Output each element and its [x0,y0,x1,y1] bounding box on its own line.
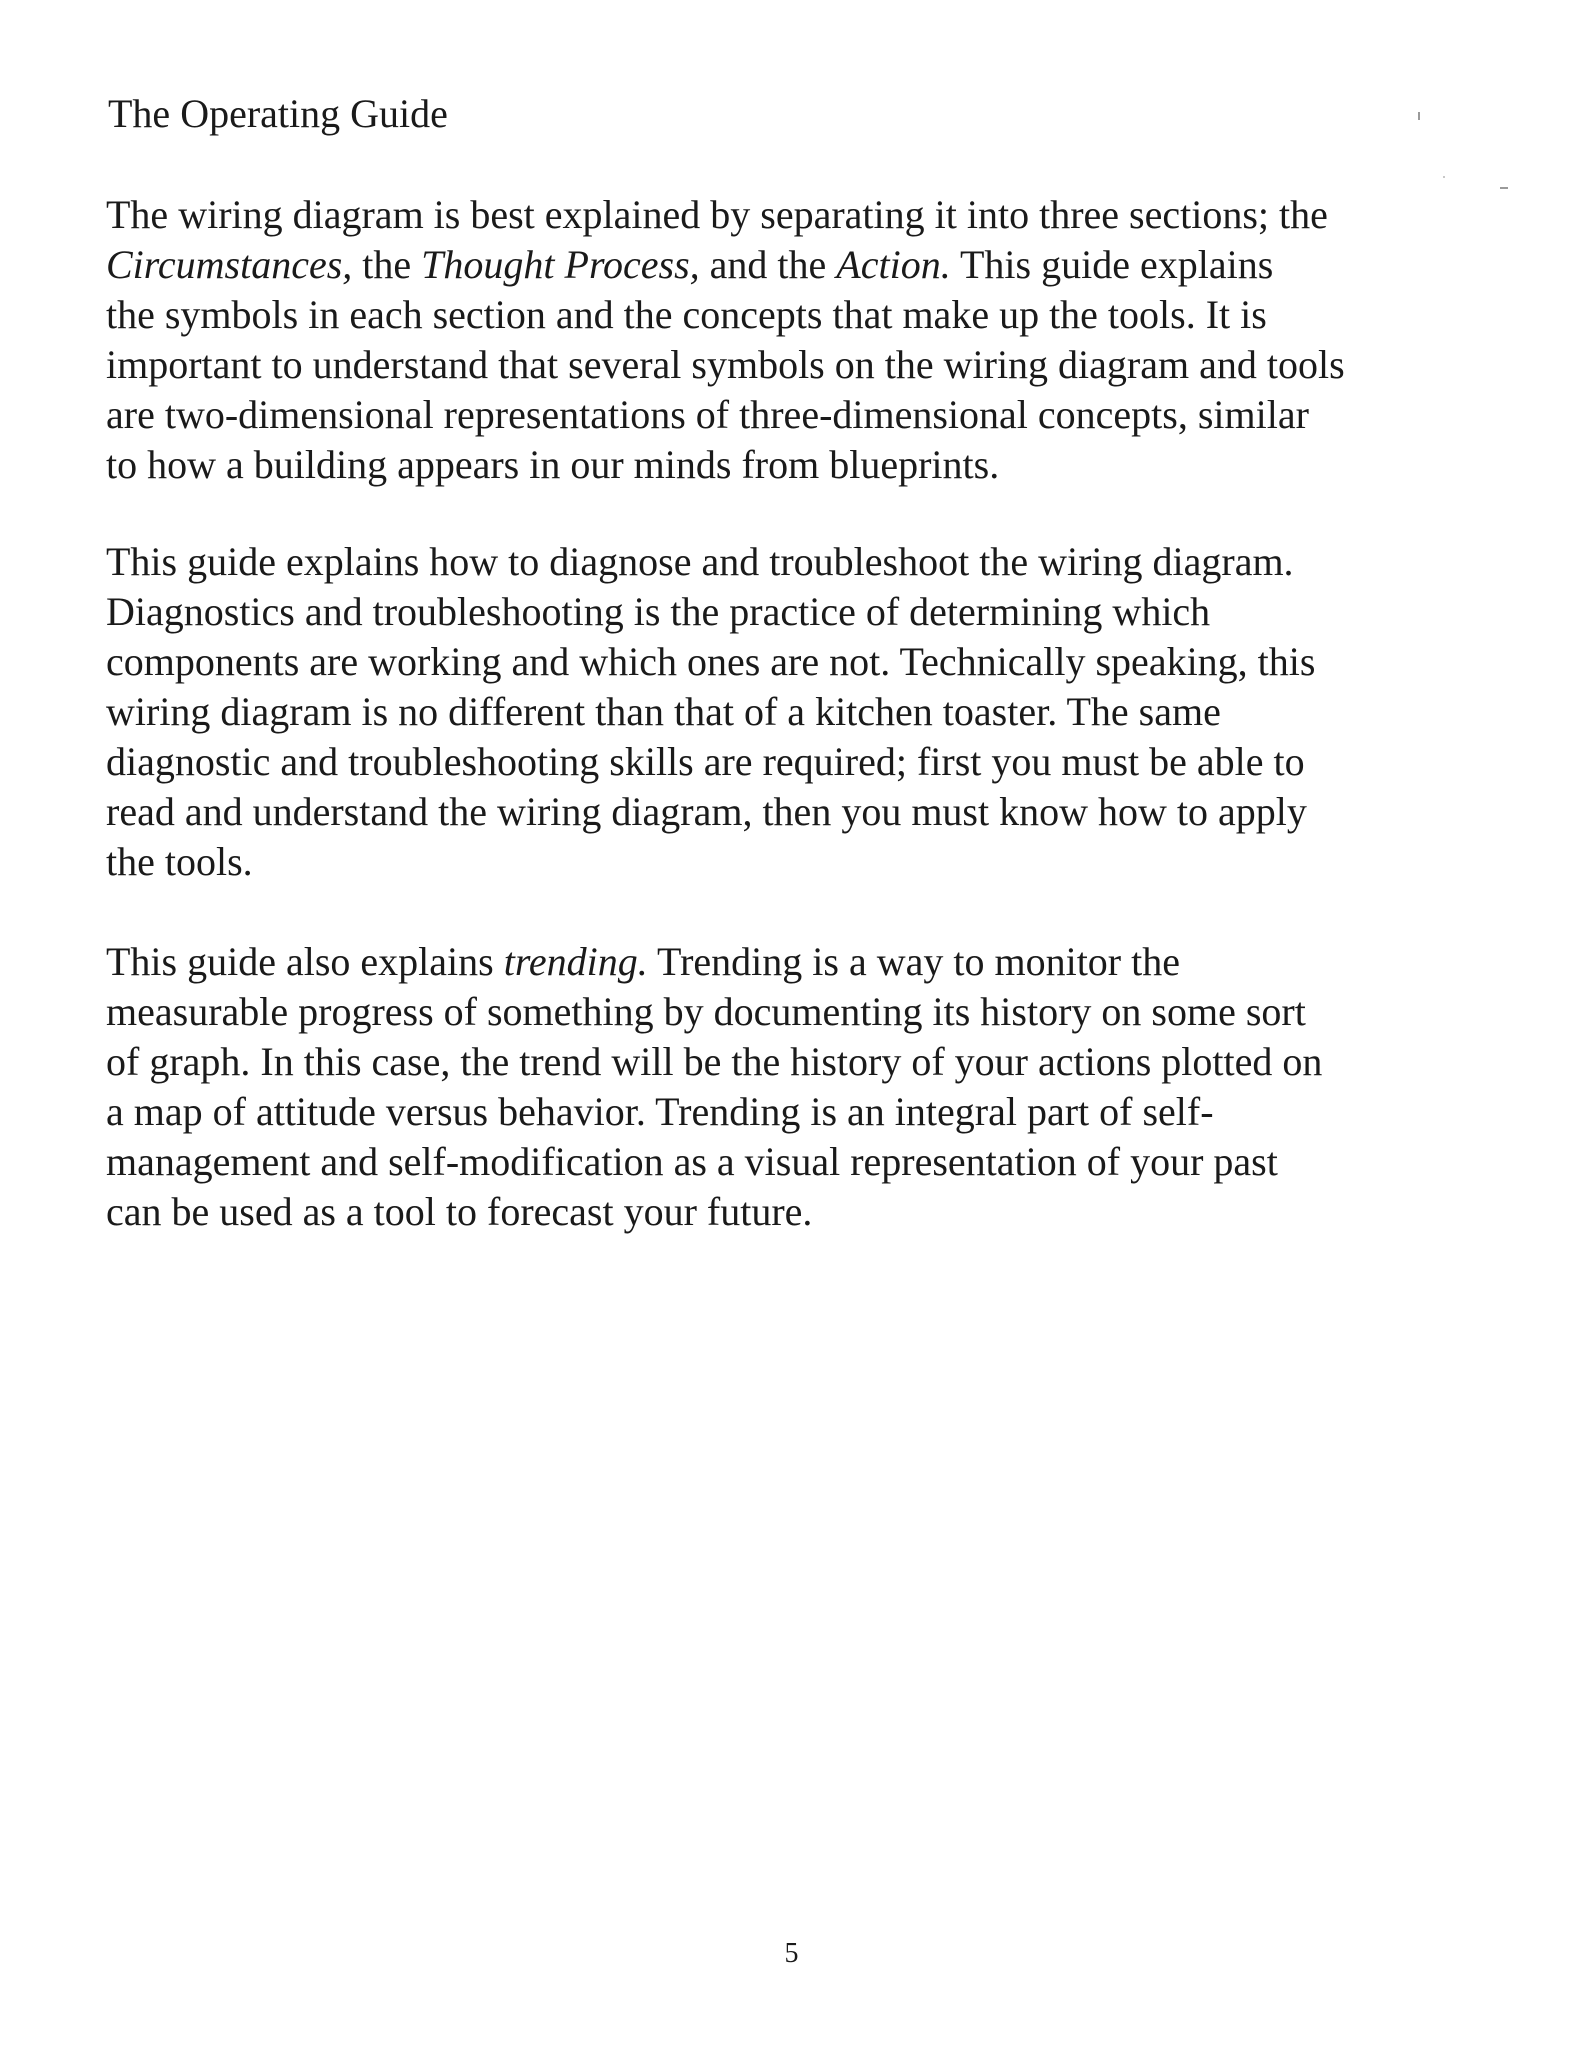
text-line [106,390,1345,440]
text-segment: Trending is a way to monitor the [647,939,1180,984]
text-line [106,787,1315,837]
text-segment: can be used as a tool to forecast your future. [106,1189,813,1234]
page-number: 5 [784,1938,799,1969]
text-line [106,687,1315,737]
italic-term: trending. [503,939,648,984]
scan-speck [1418,112,1420,120]
scan-speck [1443,176,1445,178]
text-segment: This guide explains [950,242,1274,287]
page-title: The Operating Guide [108,91,448,136]
text-line [106,340,1345,390]
text-segment: are two-dimensional representations of three-dimensional concepts, similar [106,392,1309,437]
text-line [106,837,1315,887]
text-segment: The wiring diagram is best explained by separating it into three sections; the [106,192,1328,237]
text-line [106,240,1345,290]
text-line [106,1137,1322,1187]
text-segment: and the [699,242,837,287]
text-segment: the symbols in each section and the concepts that make up the tools. It is [106,292,1267,337]
text-segment: management and self-modification as a visual representation of your past [106,1139,1278,1184]
text-segment: of graph. In this case, the trend will be the history of your actions plotted on [106,1039,1323,1084]
text-segment: read and understand the wiring diagram, then you must know how to apply [106,789,1307,834]
text-line [106,937,1322,987]
text-line [106,1187,1322,1237]
text-line [106,987,1322,1037]
text-segment: components are working and which ones are not. Technically speaking, this [106,639,1316,684]
italic-term: Thought Process, [421,242,700,287]
text-line [106,737,1315,787]
text-segment: the [352,242,422,287]
paragraph-3 [106,937,1322,1237]
text-segment: important to understand that several symbols on the wiring diagram and tools [106,342,1345,387]
text-line [106,290,1345,340]
paragraph-2 [106,537,1315,887]
text-segment: measurable progress of something by documenting its history on some sort [106,989,1306,1034]
text-segment: a map of attitude versus behavior. Trending is an integral part of self- [106,1089,1214,1134]
text-segment: to how a building appears in our minds from blueprints. [106,442,1000,487]
text-line [106,587,1315,637]
text-line [106,190,1345,240]
text-line [106,537,1315,587]
text-line [106,637,1315,687]
text-segment: wiring diagram is no different than that of a kitchen toaster. The same [106,689,1221,734]
text-line [106,1087,1322,1137]
italic-term: Circumstances, [106,242,353,287]
text-segment: This guide also explains [106,939,504,984]
text-segment: Diagnostics and troubleshooting is the practice of determining which [106,589,1211,634]
text-segment: the tools. [106,839,253,884]
text-segment: diagnostic and troubleshooting skills are required; first you must be able to [106,739,1305,784]
italic-term: Action. [836,242,951,287]
text-line [106,440,1345,490]
text-line [106,1037,1322,1087]
text-segment: This guide explains how to diagnose and troubleshoot the wiring diagram. [106,539,1294,584]
scan-speck [1500,187,1508,189]
paragraph-1 [106,190,1345,490]
